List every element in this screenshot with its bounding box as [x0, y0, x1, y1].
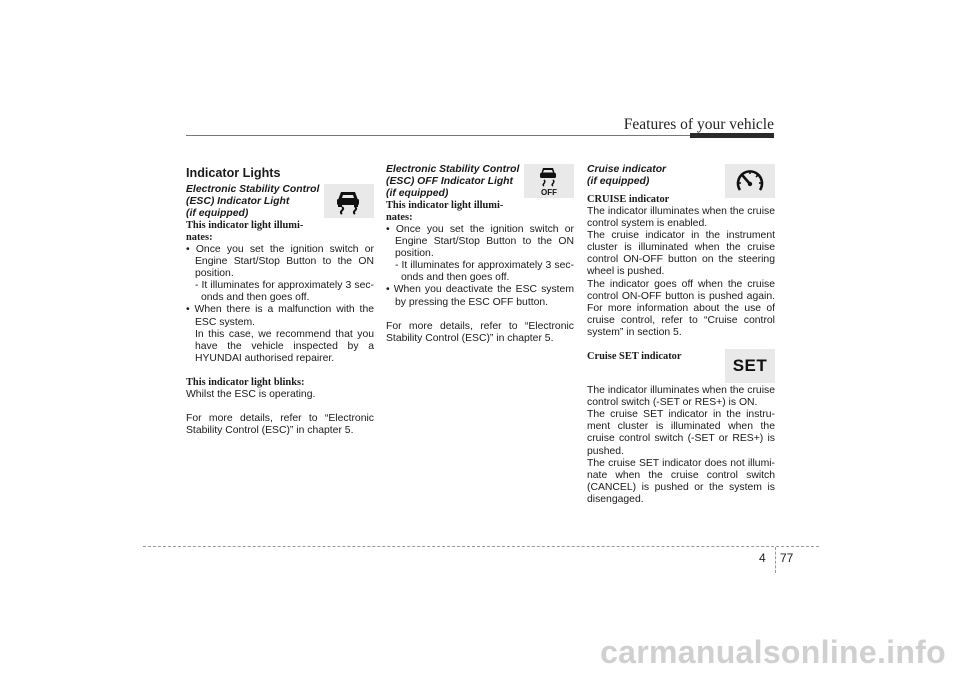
- esc-off-subheading-3: (if equipped): [386, 188, 449, 199]
- more-details-text: For more details, refer to “Electronic Stability Control (ESC)” in chapter 5.: [386, 320, 574, 344]
- illuminates-label-2: nates:: [386, 212, 413, 223]
- malfunction-advice: In this case, we recommend that you have the vehicle inspected by a HYUNDAI authorised repairer.: [195, 328, 374, 364]
- header-rule-accent: [690, 133, 774, 138]
- esc-subheading-1: Electronic Stability Control: [186, 184, 320, 195]
- cruise-indicator-label: CRUISE indicator: [587, 194, 670, 205]
- cruise-subheading-2: (if equipped): [587, 176, 650, 187]
- illuminates-label-2: nates:: [186, 232, 213, 243]
- cruise-text-1: The indicator illuminates when the cruise control system is enabled.: [587, 206, 775, 230]
- cruise-set-text-3: The cruise SET indicator does not illumi- nate when the cruise control switch (CANCEL) is pushed or the system is disengaged.: [587, 457, 775, 505]
- esc-off-icon-box: [524, 164, 574, 198]
- cruise-text-3: The indicator goes off when the cruise control ON-OFF button is pushed again. For more information about the use of cruise control, refer to “Cruise control system” in section 5.: [587, 278, 775, 338]
- esc-off-subheading-2: (ESC) OFF Indicator Light: [386, 176, 513, 187]
- header-rule: [186, 135, 774, 136]
- page-header-title: Features of your vehicle: [623, 116, 774, 133]
- cruise-speedometer-icon: [734, 166, 766, 196]
- section-heading: Indicator Lights: [186, 166, 281, 180]
- cruise-set-text-2: The cruise SET indicator in the instru- ment cluster is illuminated when the cruise control switch (-SET or RES+) is pushed.: [587, 409, 775, 457]
- sub-bullet-3-seconds: - It illuminates for approximately 3 sec- onds and then goes off.: [395, 260, 574, 284]
- cruise-subheading-1: Cruise indicator: [587, 164, 667, 175]
- cruise-icon-box: [725, 164, 775, 198]
- blinks-label: This indicator light blinks:: [186, 376, 305, 388]
- footer-divider: [775, 547, 776, 573]
- illuminates-label-1: This indicator light illumi-: [386, 200, 504, 211]
- bullet-malfunction: • When there is a malfunction with the ESC system.: [186, 304, 374, 328]
- column-cruise-indicator: [587, 164, 775, 506]
- chapter-number: 4: [759, 551, 766, 565]
- cruise-text-2: The cruise indicator in the instrument cluster is illuminated when the cruise control ON-OFF button on the steering wheel is pushed.: [587, 230, 775, 278]
- blinks-text: Whilst the ESC is operating.: [186, 388, 316, 400]
- watermark-text: carmanualsonline.info: [600, 634, 946, 670]
- column-esc-indicator: [186, 164, 374, 437]
- page-number: 77: [780, 551, 794, 565]
- esc-indicator-icon-box: [324, 184, 374, 218]
- cruise-set-text-1: The indicator illuminates when the cruise control switch (-SET or RES+) is ON.: [587, 385, 775, 409]
- column-esc-off-indicator: [386, 164, 574, 345]
- footer-rule: [143, 546, 819, 547]
- esc-off-subheading-1: Electronic Stability Control: [386, 164, 520, 175]
- esc-subheading-2: (ESC) Indicator Light: [186, 196, 290, 207]
- cruise-set-icon-box: [725, 349, 775, 383]
- sub-bullet-3-seconds: - It illuminates for approximately 3 sec- onds and then goes off.: [195, 280, 374, 304]
- cruise-set-label: Cruise SET indicator: [587, 351, 682, 363]
- more-details-text: For more details, refer to “Electronic Stability Control (ESC)” in chapter 5.: [186, 413, 374, 437]
- esc-subheading-3: (if equipped): [186, 208, 249, 219]
- esc-off-icon: [534, 165, 564, 197]
- bullet-ignition-on: • Once you set the ignition switch or Engine Start/Stop Button to the ON position.: [386, 224, 574, 260]
- bullet-esc-deactivate: • When you deactivate the ESC system by pressing the ESC OFF button.: [386, 284, 574, 308]
- set-icon: SET: [732, 355, 768, 375]
- esc-off-icon-label: OFF: [541, 188, 557, 197]
- bullet-ignition-on: • Once you set the ignition switch or Engine Start/Stop Button to the ON position.: [186, 244, 374, 280]
- esc-car-skid-icon: [334, 186, 364, 216]
- illuminates-label-1: This indicator light illumi-: [186, 220, 304, 231]
